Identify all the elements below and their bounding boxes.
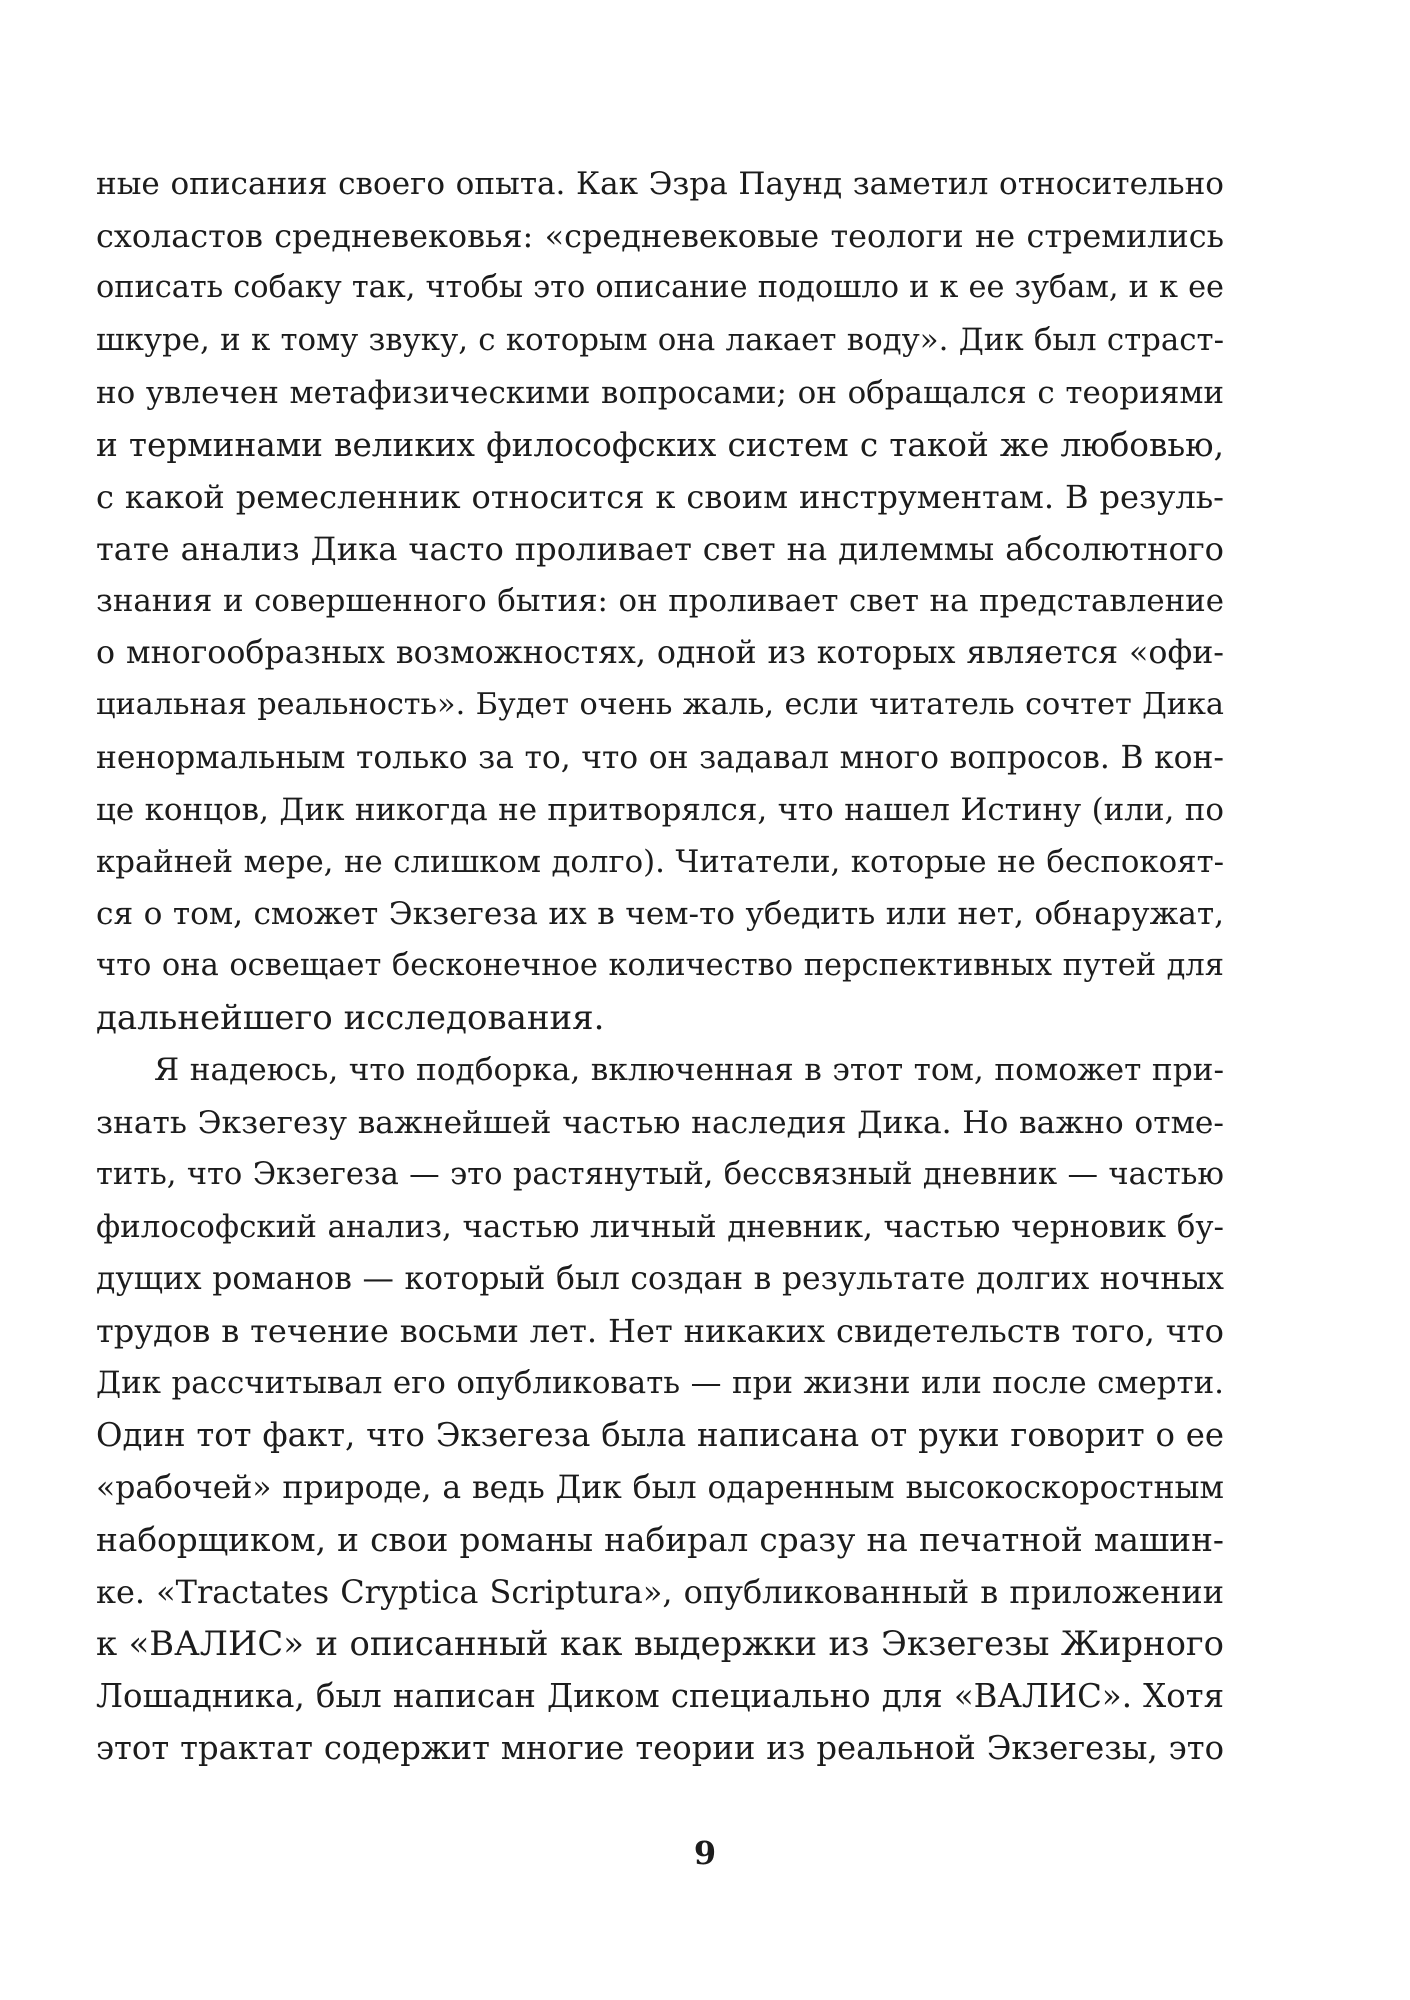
- text-line: описать собаку так, чтобы это описание подошло и к ее зубам, и к ее: [96, 270, 1224, 306]
- text-line: ся о том, сможет Экзегеза их в чем-то убедить или нет, обнаружат,: [96, 895, 1224, 932]
- text-line: «рабочей» природе, а ведь Дик был одаренным высокоскоростным: [96, 1469, 1224, 1506]
- body-text: [96, 158, 1224, 1774]
- text-line: дальнейшего исследования.: [96, 998, 605, 1039]
- text-line: крайней мере, не слишком долго). Читатели, которые не беспокоят-: [96, 843, 1224, 880]
- text-line: тате анализ Дика часто проливает свет на дилеммы абсолютного: [96, 529, 1224, 568]
- text-line: тить, что Экзегеза — это растянутый, бессвязный дневник — частью: [96, 1156, 1224, 1192]
- text-line: этот трактат содержит многие теории из реальной Экзегезы, это: [96, 1729, 1224, 1768]
- page-number: 9: [693, 1834, 717, 1872]
- text-line: ные описания своего опыта. Как Эзра Паунд заметил относительно: [96, 166, 1224, 202]
- text-line: ке. «Tractates Cryptica Scriptura», опубликованный в приложении: [96, 1572, 1224, 1611]
- text-line: что она освещает бесконечное количество перспективных путей для: [96, 948, 1224, 984]
- paragraph-1: [96, 158, 1224, 1044]
- text-line: Дик рассчитывал его опубликовать — при жизни или после смерти.: [96, 1365, 1224, 1402]
- text-line: шкуре, и к тому звуку, с которым она лакает воду». Дик был страст-: [96, 322, 1224, 359]
- text-line: Лошадника, был написан Диком специально для «ВАЛИС». Хотя: [96, 1677, 1224, 1716]
- text-line: философский анализ, частью личный дневник, частью черновик бу-: [96, 1208, 1224, 1245]
- text-line: Один тот факт, что Экзегеза была написана от руки говорит о ее: [96, 1416, 1224, 1455]
- text-line: дущих романов — который был создан в результате долгих ночных: [96, 1260, 1224, 1297]
- paragraph-2: [96, 1044, 1224, 1774]
- text-line: циальная реальность». Будет очень жаль, если читатель сочтет Дика: [96, 687, 1224, 723]
- text-line: Я надеюсь, что подборка, включенная в этот том, поможет при-: [154, 1052, 1224, 1089]
- text-line: о многообразных возможностях, одной из которых является «офи-: [96, 635, 1224, 672]
- text-line: наборщиком, и свои романы набирал сразу на печатной машин-: [96, 1520, 1224, 1559]
- text-line: знать Экзегезу важнейшей частью наследия Дика. Но важно отме-: [96, 1104, 1224, 1141]
- text-line: трудов в течение восьми лет. Нет никаких свидетельств того, что: [96, 1312, 1224, 1351]
- text-line: схоластов средневековья: «средневековые теологи не стремились: [96, 217, 1224, 256]
- text-line: к «ВАЛИС» и описанный как выдержки из Экзегезы Жирного: [96, 1623, 1224, 1663]
- text-line: и терминами великих философских систем с такой же любовью,: [96, 425, 1224, 464]
- text-line: ненормальным только за то, что он задавал много вопросов. В кон-: [96, 739, 1224, 776]
- text-line: знания и совершенного бытия: он проливает свет на представление: [96, 583, 1224, 620]
- text-line: с какой ремесленник относится к своим инструментам. В резуль-: [96, 477, 1224, 516]
- text-line: но увлечен метафизическими вопросами; он обращался с теориями: [96, 374, 1224, 411]
- text-line: це концов, Дик никогда не притворялся, что нашел Истину (или, по: [96, 791, 1224, 828]
